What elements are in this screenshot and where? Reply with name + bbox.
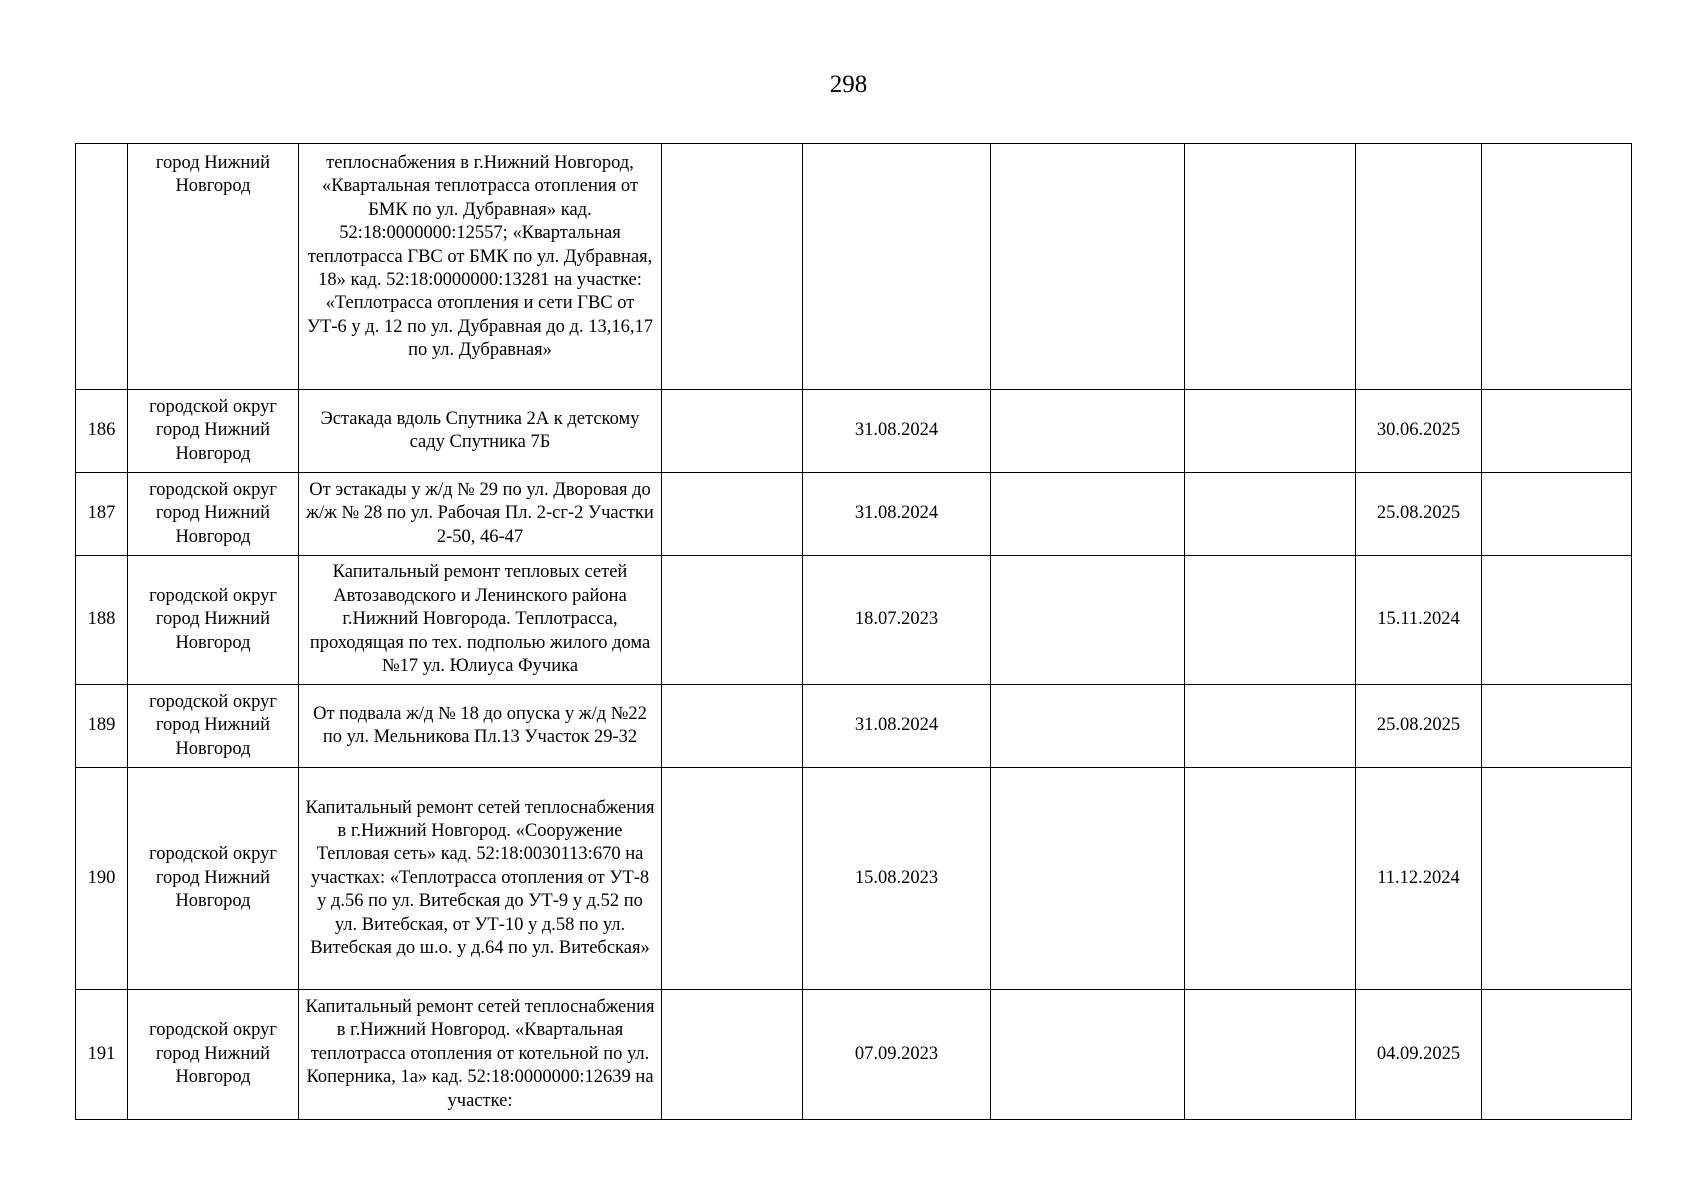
cell-date-end: 25.08.2025: [1356, 473, 1482, 556]
cell-number: 188: [76, 556, 128, 685]
cell-date-start: 31.08.2024: [803, 473, 991, 556]
cell-empty: [662, 144, 803, 390]
cell-object: От эстакады у ж/д № 29 по ул. Дворовая до ж/ж № 28 по ул. Рабочая Пл. 2-сг-2 Участки 2-50, 46-47: [299, 473, 662, 556]
cell-empty: [1482, 768, 1632, 990]
cell-empty: [662, 990, 803, 1120]
cell-district: городской округ город Нижний Новгород: [128, 473, 299, 556]
cell-district: городской округ город Нижний Новгород: [128, 390, 299, 473]
cell-district: городской округ город Нижний Новгород: [128, 685, 299, 768]
table-row: [76, 685, 1632, 768]
cell-empty: [991, 556, 1185, 685]
cell-district: городской округ город Нижний Новгород: [128, 556, 299, 685]
table-row: [76, 990, 1632, 1120]
cell-date-end: 11.12.2024: [1356, 768, 1482, 990]
cell-number: 190: [76, 768, 128, 990]
cell-empty: [1185, 556, 1356, 685]
cell-number: 191: [76, 990, 128, 1120]
cell-empty: [1185, 990, 1356, 1120]
cell-district: городской округ город Нижний Новгород: [128, 990, 299, 1120]
cell-number: 189: [76, 685, 128, 768]
table-row: [76, 556, 1632, 685]
cell-date-start: 31.08.2024: [803, 685, 991, 768]
cell-empty: [662, 390, 803, 473]
cell-object: Капитальный ремонт сетей теплоснабжения в г.Нижний Новгород. «Квартальная теплотрасса отопления от котельной по ул. Коперника, 1а» кад. 52:18:0000000:12639 на участке:: [299, 990, 662, 1120]
cell-empty: [1185, 473, 1356, 556]
cell-empty: [662, 473, 803, 556]
cell-empty: [991, 768, 1185, 990]
cell-empty: [662, 685, 803, 768]
cell-empty: [1482, 473, 1632, 556]
cell-empty: [1185, 685, 1356, 768]
cell-number: 186: [76, 390, 128, 473]
cell-date-end: 25.08.2025: [1356, 685, 1482, 768]
cell-object: Эстакада вдоль Спутника 2А к детскому саду Спутника 7Б: [299, 390, 662, 473]
registry-table: [75, 143, 1632, 1120]
cell-empty: [1185, 390, 1356, 473]
cell-date-start: 07.09.2023: [803, 990, 991, 1120]
cell-empty: [662, 556, 803, 685]
cell-date-end: 30.06.2025: [1356, 390, 1482, 473]
cell-empty: [1482, 685, 1632, 768]
table-row: [76, 473, 1632, 556]
cell-empty: [1482, 556, 1632, 685]
cell-number: [76, 144, 128, 390]
cell-date-end: 15.11.2024: [1356, 556, 1482, 685]
cell-object: Капитальный ремонт тепловых сетей Автозаводского и Ленинского района г.Нижний Новгорода. Теплотрасса, проходящая по тех. подполью жилого дома №17 ул. Юлиуса Фучика: [299, 556, 662, 685]
cell-object: Капитальный ремонт сетей теплоснабжения в г.Нижний Новгород. «Сооружение Тепловая сеть» кад. 52:18:0030113:670 на участках: «Теплотрасса отопления от УТ-8 у д.56 по ул. Витебская до УТ-9 у д.52 по ул. Витебская, от УТ-10 у д.58 по ул. Витебская до ш.о. у д.64 по ул. Витебская»: [299, 768, 662, 990]
cell-date-end: [1356, 144, 1482, 390]
cell-date-start: 15.08.2023: [803, 768, 991, 990]
cell-number: 187: [76, 473, 128, 556]
cell-date-end: 04.09.2025: [1356, 990, 1482, 1120]
cell-empty: [991, 685, 1185, 768]
cell-empty: [1185, 768, 1356, 990]
cell-empty: [991, 473, 1185, 556]
table-row: [76, 768, 1632, 990]
cell-empty: [1185, 144, 1356, 390]
cell-empty: [991, 144, 1185, 390]
cell-date-start: 18.07.2023: [803, 556, 991, 685]
cell-empty: [991, 390, 1185, 473]
cell-district: городской округ город Нижний Новгород: [128, 768, 299, 990]
page-number: 298: [829, 71, 868, 98]
cell-empty: [1482, 144, 1632, 390]
cell-object: От подвала ж/д № 18 до опуска у ж/д №22 по ул. Мельникова Пл.13 Участок 29-32: [299, 685, 662, 768]
table-row-continuation: [76, 144, 1632, 390]
cell-district: город Нижний Новгород: [128, 144, 299, 390]
cell-date-start: [803, 144, 991, 390]
cell-object: теплоснабжения в г.Нижний Новгород, «Квартальная теплотрасса отопления от БМК по ул. Дубравная» кад. 52:18:0000000:12557; «Квартальная теплотрасса ГВС от БМК по ул. Дубравная, 18» кад. 52:18:0000000:13281 на участке: «Теплотрасса отопления и сети ГВС от УТ-6 у д. 12 по ул. Дубравная до д. 13,16,17 по ул. Дубравная»: [299, 144, 662, 390]
cell-empty: [1482, 990, 1632, 1120]
cell-empty: [991, 990, 1185, 1120]
cell-date-start: 31.08.2024: [803, 390, 991, 473]
cell-empty: [662, 768, 803, 990]
table-row: [76, 390, 1632, 473]
cell-empty: [1482, 390, 1632, 473]
